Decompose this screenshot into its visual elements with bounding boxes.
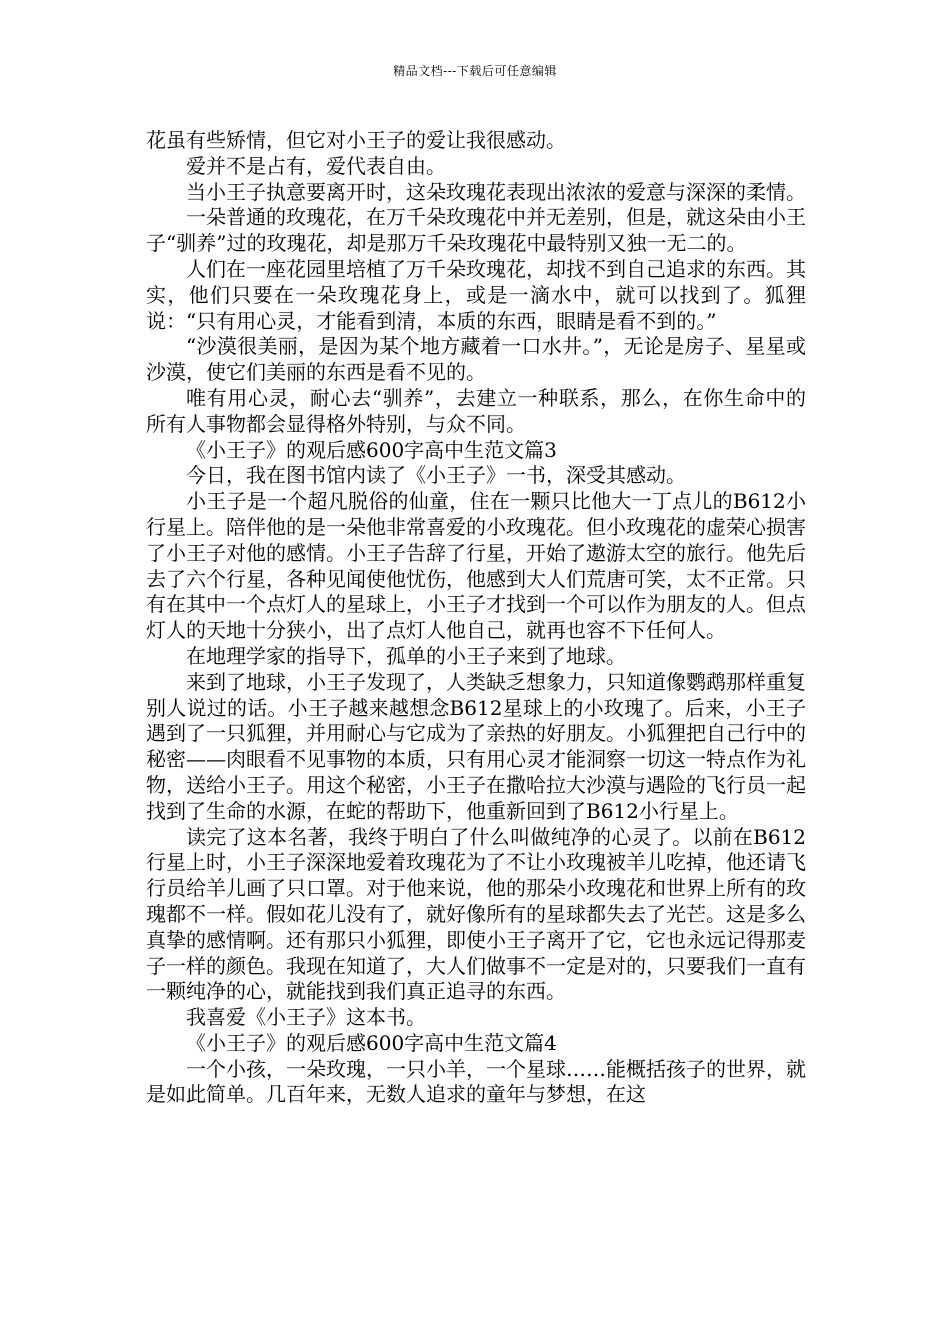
paragraph: 人们在一座花园里培植了万千朵玫瑰花，却找不到自己追求的东西。其实，他们只要在一朵玫瑰花身上，或是一滴水中，就可以找到了。狐狸说：“只有用心灵，才能看到清，本质的东西，眼睛是看不到的。” xyxy=(146,256,806,333)
paragraph: 唯有用心灵，耐心去“驯养”，去建立一种联系，那么，在你生命中的所有人事物都会显得格外特别，与众不同。 xyxy=(146,385,806,436)
paragraph: 一朵普通的玫瑰花，在万千朵玫瑰花中并无差别，但是，就这朵由小王子“驯养”过的玫瑰花，却是那万千朵玫瑰花中最特别又独一无二的。 xyxy=(146,205,806,256)
page-header: 精品文档---下载后可任意编辑 xyxy=(393,64,557,78)
section-heading: 《小王子》的观后感600字高中生范文篇4 xyxy=(186,1030,557,1055)
section-heading: 《小王子》的观后感600字高中生范文篇3 xyxy=(186,437,557,462)
paragraph: 今日，我在图书馆内读了《小王子》一书，深受其感动。 xyxy=(186,463,686,488)
paragraph: 小王子是一个超凡脱俗的仙童，住在一颗只比他大一丁点儿的B612小行星上。陪伴他的是一朵他非常喜爱的小玫瑰花。但小玫瑰花的虚荣心损害了小王子对他的感情。小王子告辞了行星，开始了遨游太空的旅行。他先后去了六个行星，各种见闻使他忧伤，他感到大人们荒唐可笑，太不正常。只有在其中一个点灯人的星球上，小王子才找到一个可以作为朋友的人。但点灯人的天地十分狭小，出了点灯人他自己，就再也容不下任何人。 xyxy=(146,489,806,643)
paragraph: 花虽有些矫情，但它对小王子的爱让我很感动。 xyxy=(146,128,566,152)
paragraph: 来到了地球，小王子发现了，人类缺乏想象力，只知道像鹦鹉那样重复别人说过的话。小王子越来越想念B612星球上的小玫瑰了。后来，小王子遇到了一只狐狸，并用耐心与它成为了亲热的好朋友。小狐狸把自己行中的秘密——肉眼看不见事物的本质，只有用心灵才能洞察一切这一特点作为礼物，送给小王子。用这个秘密，小王子在撒哈拉大沙漠与遇险的飞行员一起找到了生命的水源，在蛇的帮助下，他重新回到了B612小行星上。 xyxy=(146,669,806,823)
document-body xyxy=(146,128,806,1108)
paragraph: 读完了这本名著，我终于明白了什么叫做纯净的心灵了。以前在B612行星上时，小王子深深地爱着玫瑰花为了不让小玫瑰被羊儿吃掉，他还请飞行员给羊儿画了只口罩。对于他来说，他的那朵小玫瑰花和世界上所有的玫瑰都不一样。假如花儿没有了，就好像所有的星球都失去了光芒。这是多么真挚的感情啊。还有那只小狐狸，即使小王子离开了它，它也永远记得那麦子一样的颜色。我现在知道了，大人们做事不一定是对的，只要我们一直有一颗纯净的心，就能找到我们真正追寻的东西。 xyxy=(146,824,806,1004)
paragraph: “沙漠很美丽，是因为某个地方藏着一口水井。”，无论是房子、星星或沙漠，使它们美丽的东西是看不见的。 xyxy=(146,334,806,385)
paragraph: 在地理学家的指导下，孤单的小王子来到了地球。 xyxy=(186,643,626,668)
paragraph: 一个小孩，一朵玫瑰，一只小羊，一个星球……能概括孩子的世界，就是如此简单。几百年来，无数人追求的童年与梦想，在这 xyxy=(146,1056,806,1107)
paragraph: 我喜爱《小王子》这本书。 xyxy=(186,1005,426,1030)
paragraph: 爱并不是占有，爱代表自由。 xyxy=(186,153,446,178)
paragraph: 当小王子执意要离开时，这朵玫瑰花表现出浓浓的爱意与深深的柔情。 xyxy=(186,179,806,204)
